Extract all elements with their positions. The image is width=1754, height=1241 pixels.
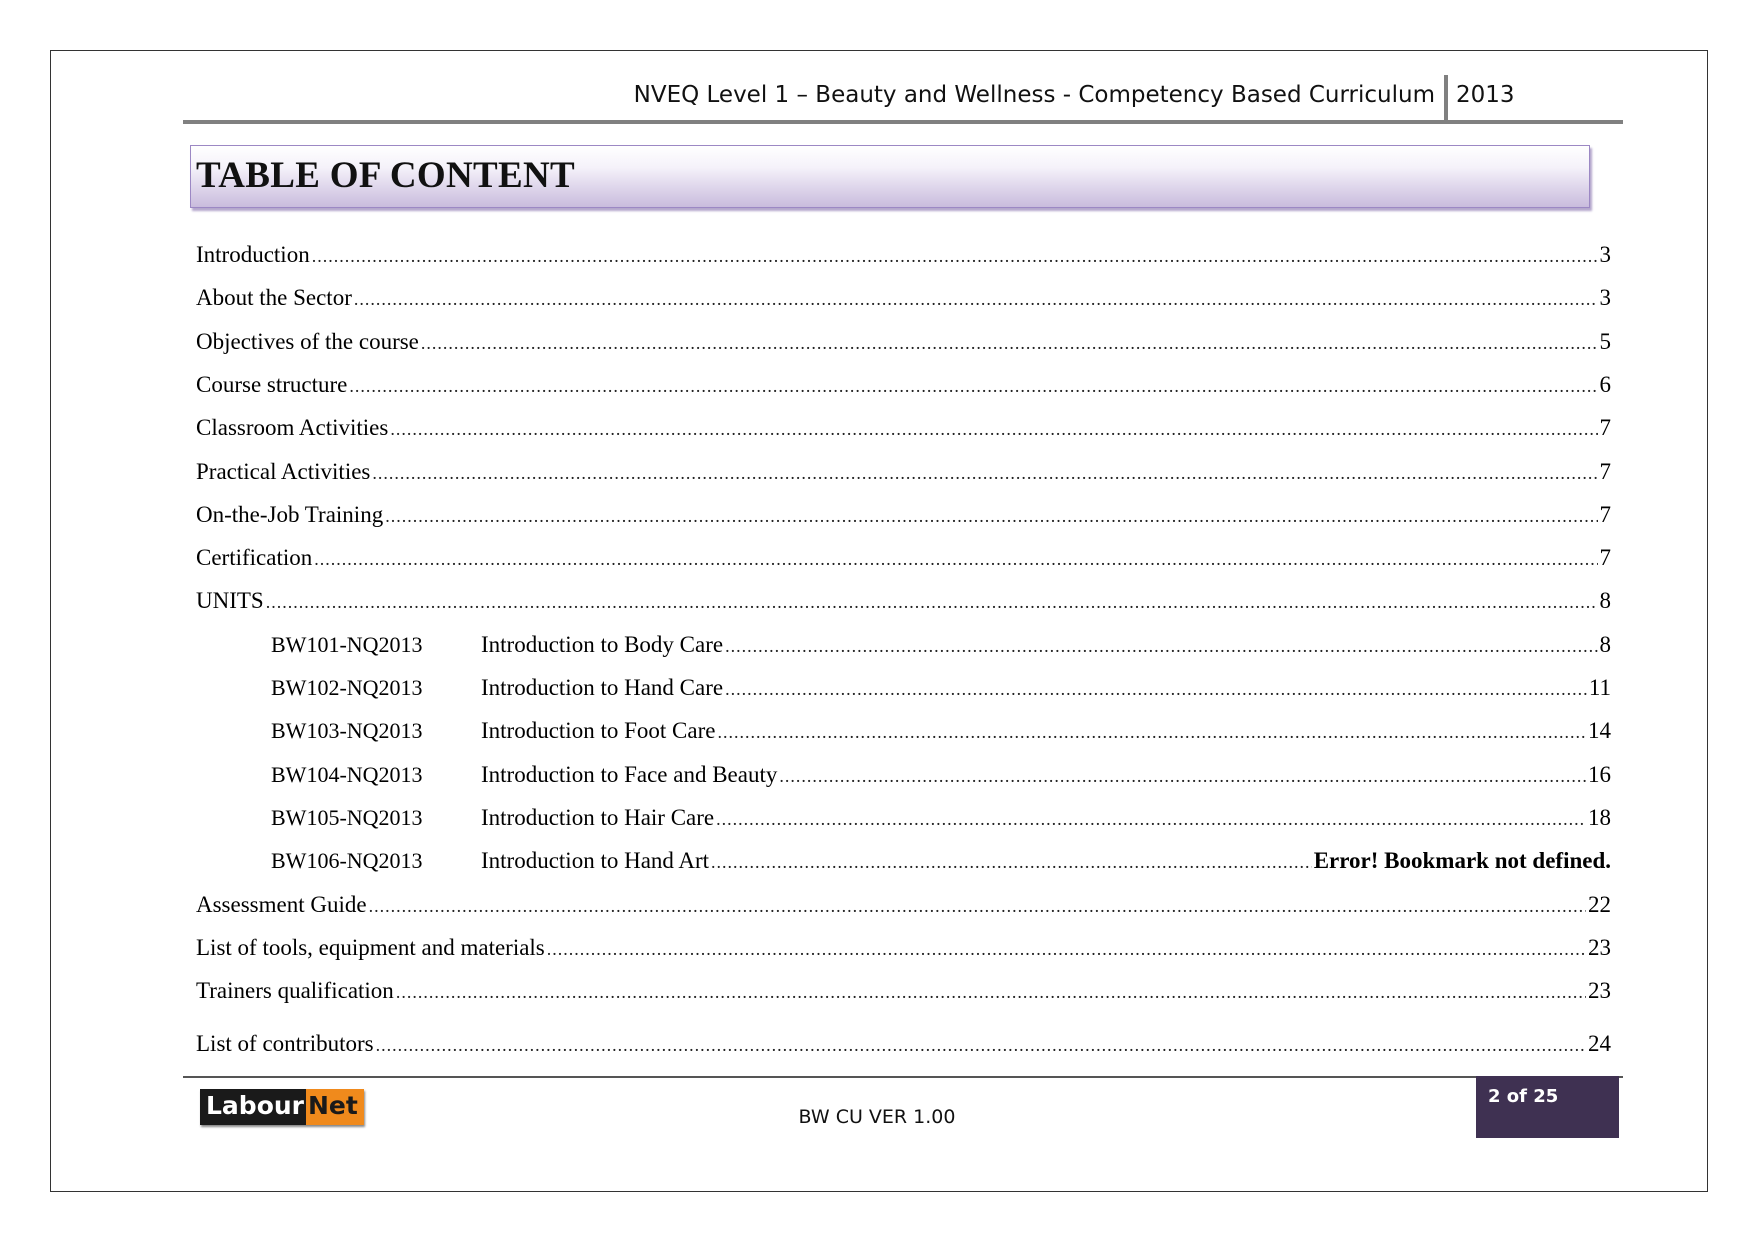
toc-entry-page: 11 bbox=[1588, 675, 1611, 700]
toc-entry-label: Introduction to Face and Beauty bbox=[481, 761, 778, 787]
toc-entry-label: List of contributors bbox=[196, 1031, 374, 1056]
dot-leader bbox=[312, 240, 1598, 272]
toc-entry-label: Introduction to Hand Care bbox=[481, 675, 724, 700]
toc-entry-label: Assessment Guide bbox=[196, 891, 367, 917]
toc-entry-page: 23 bbox=[1588, 934, 1611, 960]
toc-entry-label: Introduction to Hair Care bbox=[481, 804, 715, 830]
toc-entry-label: Introduction to Body Care bbox=[481, 631, 724, 657]
toc-entry-page: 8 bbox=[1599, 631, 1611, 657]
header-title: NVEQ Level 1 – Beauty and Wellness - Competency Based Curriculum bbox=[633, 82, 1435, 108]
toc-entry-unit-bw103[interactable] bbox=[271, 715, 1611, 747]
toc-entry-page: 6 bbox=[1599, 371, 1611, 397]
toc-entry-unit-bw106[interactable] bbox=[271, 845, 1611, 877]
version-label: BW CU VER 1.00 bbox=[798, 1106, 956, 1128]
toc-entry-page: 7 bbox=[1599, 458, 1611, 484]
logo-text-net: Net bbox=[306, 1089, 364, 1125]
toc-entry-page: 5 bbox=[1599, 328, 1611, 354]
dot-leader bbox=[385, 500, 1597, 532]
dot-leader bbox=[779, 760, 1586, 792]
logo-text-labour: Labour bbox=[200, 1089, 306, 1125]
toc-entry-contributors[interactable] bbox=[196, 1028, 1611, 1060]
toc-entry-code: BW105-NQ2013 bbox=[271, 804, 423, 830]
toc-entry-code: BW101-NQ2013 bbox=[271, 631, 423, 657]
header-divider bbox=[1444, 75, 1448, 120]
header-year: 2013 bbox=[1456, 82, 1515, 108]
toc-entry-trainers-qualification[interactable] bbox=[196, 975, 1611, 1007]
toc-entry-classroom-activities[interactable] bbox=[196, 412, 1611, 444]
toc-entry-label: Course structure bbox=[196, 371, 348, 397]
dot-leader bbox=[349, 370, 1597, 402]
toc-entry-page: 3 bbox=[1599, 285, 1611, 311]
toc-entry-tools-list[interactable] bbox=[196, 932, 1611, 964]
toc-entry-unit-bw101[interactable] bbox=[271, 629, 1611, 661]
dot-leader bbox=[354, 283, 1598, 315]
toc-entry-page: 16 bbox=[1588, 761, 1611, 787]
page-header bbox=[183, 72, 1623, 124]
page-frame bbox=[50, 50, 1708, 1192]
toc-entry-assessment-guide[interactable] bbox=[196, 889, 1611, 921]
toc-entry-label: Objectives of the course bbox=[196, 328, 419, 354]
dot-leader bbox=[711, 846, 1312, 878]
toc-entry-page: 8 bbox=[1599, 588, 1611, 614]
toc-entry-code: BW102-NQ2013 bbox=[271, 675, 423, 700]
toc-entry-course-structure[interactable] bbox=[196, 369, 1611, 401]
toc-entry-label: UNITS bbox=[196, 588, 264, 614]
toc-entry-code: BW106-NQ2013 bbox=[271, 848, 423, 874]
toc-entry-label: Practical Activities bbox=[196, 458, 371, 484]
toc-entry-page: 7 bbox=[1599, 501, 1611, 527]
dot-leader bbox=[421, 327, 1598, 359]
toc-entry-objectives[interactable] bbox=[196, 326, 1611, 358]
toc-entry-label: List of tools, equipment and materials bbox=[196, 934, 545, 960]
toc-entry-label: Introduction bbox=[196, 242, 310, 267]
toc-entry-on-the-job-training[interactable] bbox=[196, 499, 1611, 531]
toc-entry-unit-bw102[interactable] bbox=[271, 672, 1611, 704]
dot-leader bbox=[547, 933, 1586, 965]
dot-leader bbox=[390, 413, 1597, 445]
toc-entry-practical-activities[interactable] bbox=[196, 456, 1611, 488]
toc-entry-page: 7 bbox=[1599, 545, 1611, 571]
toc-entry-certification[interactable] bbox=[196, 542, 1611, 574]
dot-leader bbox=[716, 803, 1586, 835]
toc-heading: TABLE OF CONTENT bbox=[196, 155, 575, 196]
toc-entry-unit-bw105[interactable] bbox=[271, 802, 1611, 834]
toc-entry-label: Introduction to Hand Art bbox=[481, 848, 710, 874]
toc-entry-page: 7 bbox=[1599, 415, 1611, 441]
toc-entry-introduction[interactable] bbox=[196, 239, 1611, 271]
dot-leader bbox=[376, 1029, 1586, 1061]
dot-leader bbox=[717, 716, 1586, 748]
bookmark-error-text: Error! Bookmark not defined. bbox=[1313, 848, 1611, 874]
toc-entry-page: 22 bbox=[1588, 891, 1611, 917]
toc-entry-label: Certification bbox=[196, 545, 313, 571]
dot-leader bbox=[725, 630, 1597, 662]
dot-leader bbox=[266, 586, 1598, 618]
page-counter: 2 of 25 bbox=[1476, 1076, 1619, 1138]
toc-entry-page: 23 bbox=[1588, 978, 1611, 1004]
toc-entry-units[interactable] bbox=[196, 585, 1611, 617]
toc-entry-about-the-sector[interactable] bbox=[196, 282, 1611, 314]
toc-entry-code: BW103-NQ2013 bbox=[271, 718, 423, 744]
toc-entry-page: 3 bbox=[1599, 242, 1611, 267]
dot-leader bbox=[372, 457, 1597, 489]
toc-entry-label: About the Sector bbox=[196, 285, 352, 311]
toc-entry-code: BW104-NQ2013 bbox=[271, 761, 423, 787]
dot-leader bbox=[369, 890, 1586, 922]
dot-leader bbox=[396, 976, 1586, 1008]
toc-entry-label: On-the-Job Training bbox=[196, 501, 384, 527]
dot-leader bbox=[725, 673, 1587, 705]
toc-entry-page: 14 bbox=[1588, 718, 1611, 744]
toc-entry-unit-bw104[interactable] bbox=[271, 759, 1611, 791]
toc-banner bbox=[190, 145, 1590, 208]
toc-entry-label: Classroom Activities bbox=[196, 415, 389, 441]
toc-entry-label: Introduction to Foot Care bbox=[481, 718, 716, 744]
toc-entry-label: Trainers qualification bbox=[196, 978, 394, 1004]
toc-entry-page: 18 bbox=[1588, 804, 1611, 830]
dot-leader bbox=[314, 543, 1597, 575]
toc-entry-page: 24 bbox=[1588, 1031, 1611, 1056]
footer-rule bbox=[183, 1076, 1623, 1078]
